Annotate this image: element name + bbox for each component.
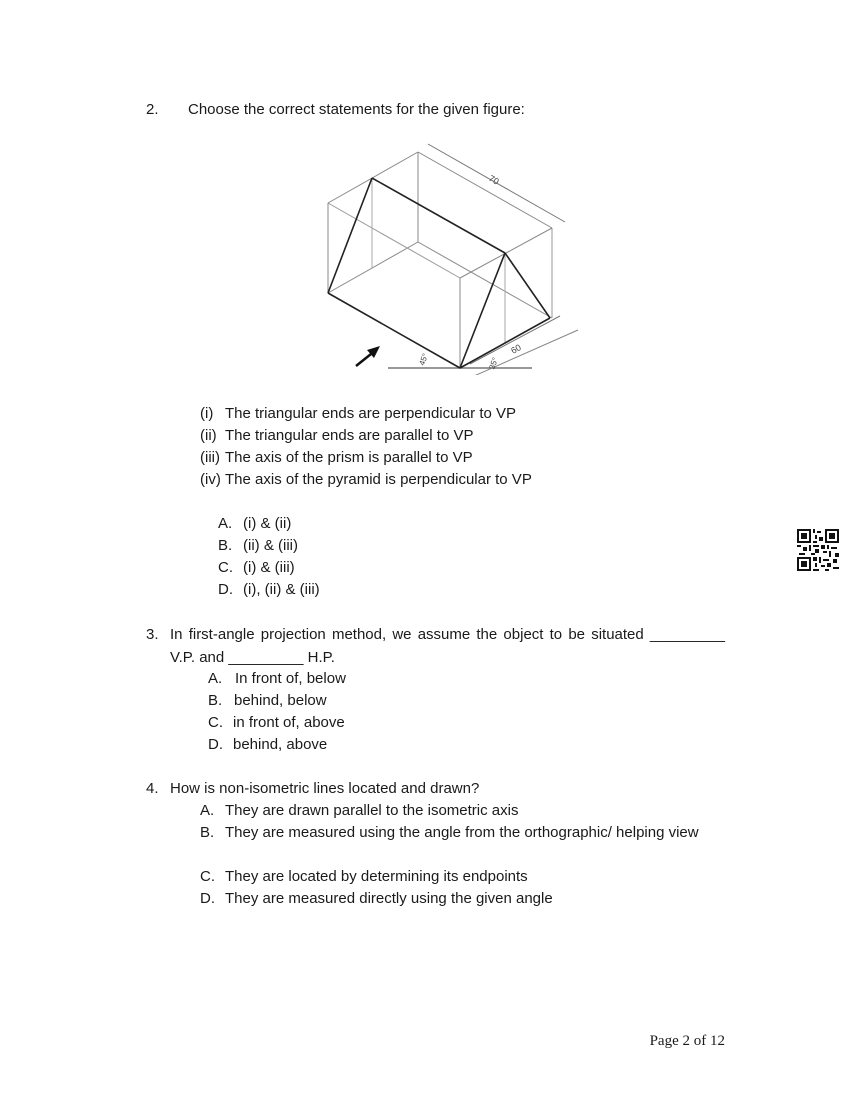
q4-option-label: A. <box>200 802 215 819</box>
q4-option-label: D. <box>200 890 215 907</box>
q2-statement-text: The axis of the pyramid is perpendicular to VP <box>225 471 532 488</box>
q4-option-label: B. <box>200 824 215 841</box>
q4-number: 4. <box>146 780 159 797</box>
q3-option-label: C. <box>208 714 223 731</box>
q2-option-label: B. <box>218 537 233 554</box>
q2-prompt: Choose the correct statements for the given figure: <box>188 101 525 118</box>
q2-option-label: C. <box>218 559 233 576</box>
isometric-prism-figure <box>320 140 590 375</box>
angle-right-label: 35° <box>487 356 501 371</box>
q4-option-text: They are measured directly using the given angle <box>225 890 553 907</box>
q3-option-label: B. <box>208 692 223 709</box>
q2-option-text: (ii) & (iii) <box>243 537 298 554</box>
q3-option-text: behind, above <box>233 736 328 753</box>
q4-option-text: They are located by determining its endpoints <box>225 868 528 885</box>
q2-option-text: (i) & (iii) <box>243 559 295 576</box>
view-direction-arrow-icon <box>356 346 380 366</box>
q2-option-text: (i) & (ii) <box>243 515 292 532</box>
q2-option-label: A. <box>218 515 233 532</box>
q4-option-text: They are measured using the angle from the orthographic/ helping view <box>225 824 699 841</box>
q2-statement-label: (iii) <box>200 449 220 466</box>
q3-number: 3. <box>146 626 159 643</box>
q2-statement-label: (i) <box>200 405 214 422</box>
q2-statement-label: (iv) <box>200 471 221 488</box>
q3-option-label: D. <box>208 736 223 753</box>
q3-option-label: A. <box>208 670 223 687</box>
qr-code-icon <box>797 529 839 571</box>
q2-option-label: D. <box>218 581 233 598</box>
dim-width-label: 60 <box>509 342 523 356</box>
q2-number: 2. <box>146 101 159 118</box>
angle-left-label: 45° <box>417 352 431 367</box>
page-number: Page 2 of 12 <box>649 1033 725 1049</box>
q4-option-text: They are drawn parallel to the isometric axis <box>225 802 519 819</box>
q2-option-text: (i), (ii) & (iii) <box>243 581 320 598</box>
q3-option-text: behind, below <box>234 692 327 709</box>
q3-option-text: in front of, above <box>233 714 345 731</box>
q2-statement-text: The triangular ends are parallel to VP <box>225 427 474 444</box>
dim-length-label: 70 <box>487 173 501 187</box>
q2-statement-text: The triangular ends are perpendicular to VP <box>225 405 517 422</box>
q4-option-label: C. <box>200 868 215 885</box>
q3-prompt: In first-angle projection method, we assume the object to be situated _________ V.P. and _________ H.P. <box>170 626 725 666</box>
q2-statement-label: (ii) <box>200 427 217 444</box>
q4-prompt: How is non-isometric lines located and drawn? <box>170 780 480 797</box>
q2-statement-text: The axis of the prism is parallel to VP <box>225 449 473 466</box>
q3-option-text: In front of, below <box>235 670 346 687</box>
